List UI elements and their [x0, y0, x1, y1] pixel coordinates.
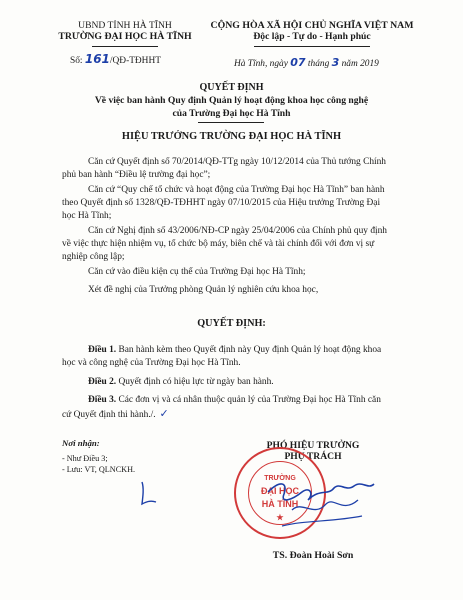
article-3: [62, 394, 426, 422]
decision-title: QUYẾT ĐỊNH: [199, 82, 264, 93]
preamble-1-line2: phủ ban hành “Điều lệ trường đại học”;: [62, 170, 211, 181]
stamp-line2: ĐẠI HỌC: [261, 486, 299, 496]
nation-block: [196, 20, 428, 42]
preamble-1-line1: Căn cứ Quyết định số 70/2014/QĐ-TTg ngày 10/12/2014 của Thủ tướng Chính: [88, 157, 386, 167]
decision-heading: QUYẾT ĐỊNH:: [197, 318, 266, 329]
article-1-label: Điều 1.: [88, 345, 117, 355]
date-day: 07: [290, 56, 306, 69]
preamble-2-line2: theo Quyết định số 1328/QĐ-TĐHHT ngày 07/10/2015 của Hiệu trưởng Trường Đại: [62, 198, 381, 209]
number-value: 161: [84, 52, 110, 66]
article-2-text: Quyết định có hiệu lực từ ngày ban hành.: [118, 377, 274, 387]
motto-underline: [254, 46, 370, 47]
preamble-5-text: Xét đề nghị của Trưởng phòng Quản lý nghiên cứu khoa học,: [88, 285, 319, 295]
recipient-item: - Lưu: VT, QLNCKH.: [62, 465, 136, 474]
recipients-block: [62, 438, 182, 474]
preamble-3-line3: nghiệp công lập;: [62, 252, 125, 263]
org-block: [50, 20, 200, 42]
authority-title: HIỆU TRƯỞNG TRƯỜNG ĐẠI HỌC HÀ TĨNH: [121, 131, 342, 142]
article-3-label: Điều 3.: [88, 395, 117, 405]
preamble-1: [62, 156, 426, 182]
org-line1: UBND TỈNH HÀ TĨNH: [78, 20, 172, 31]
number-suffix: /QĐ-TĐHHT: [109, 56, 161, 66]
preamble-3-line2: về việc thực hiện nhiệm vụ, tổ chức bộ máy, biên chế và tài chính đối với đơn vị sự: [62, 239, 375, 250]
preamble-4: [62, 266, 426, 279]
subject-line1: Về việc ban hành Quy định Quản lý hoạt động khoa học công nghệ: [94, 95, 369, 106]
article-3-line1: Các đơn vị và cá nhân thuộc quản lý của Trường Đại học Hà Tĩnh căn: [118, 395, 381, 405]
recipient-initial-icon: [138, 480, 160, 510]
org-line2: TRƯỜNG ĐẠI HỌC HÀ TĨNH: [58, 31, 192, 42]
preamble-3: [62, 225, 426, 265]
date-month: 3: [331, 56, 340, 69]
signer-title-line2: PHỤ TRÁCH: [284, 451, 342, 462]
date-suffix: năm 2019: [341, 59, 379, 69]
preamble-2-line3: học Hà Tĩnh;: [62, 211, 112, 222]
recipient-item: - Như Điều 3;: [62, 454, 108, 463]
initial-mark: ✓: [155, 407, 169, 421]
stamp-line1: TRƯỜNG: [264, 475, 296, 482]
article-2-label: Điều 2.: [88, 377, 117, 387]
article-1-line2: học và công nghệ của Trường Đại học Hà Tĩnh.: [62, 358, 241, 369]
number-prefix: Số:: [70, 56, 83, 66]
preamble-2-line1: Căn cứ “Quy chế tổ chức và hoạt động của Trường Đại học Hà Tĩnh” ban hành: [88, 185, 385, 195]
issue-date: [234, 56, 379, 69]
org-underline: [92, 46, 158, 47]
nation-title: CỘNG HÒA XÃ HỘI CHỦ NGHĨA VIỆT NAM: [210, 20, 414, 31]
date-prefix: Hà Tĩnh, ngày: [234, 59, 288, 69]
recipients-label: Nơi nhận:: [62, 438, 100, 448]
signer-title-line1: PHÓ HIỆU TRƯỞNG: [266, 440, 360, 451]
motto: Độc lập - Tự do - Hạnh phúc: [253, 31, 371, 42]
article-1-line1: Ban hành kèm theo Quyết định này Quy định Quản lý hoạt động khoa: [118, 345, 382, 355]
article-1: [62, 344, 426, 370]
preamble-4-text: Căn cứ vào điều kiện cụ thể của Trường Đại học Hà Tĩnh;: [88, 267, 306, 277]
preamble-5: [62, 284, 426, 297]
stamp-star-icon: ★: [276, 513, 284, 522]
article-3-line2: cứ Quyết định thi hành./.: [62, 410, 156, 421]
preamble-2: [62, 184, 426, 224]
subject-underline: [198, 122, 264, 123]
handwritten-signature-icon: [262, 470, 382, 540]
stamp-line3: HÀ TĨNH: [261, 499, 299, 509]
signer-name: TS. Đoàn Hoài Sơn: [272, 550, 354, 561]
date-mid: tháng: [307, 59, 330, 69]
preamble-3-line1: Căn cứ Nghị định số 43/2006/NĐ-CP ngày 25/04/2006 của Chính phủ quy định: [88, 226, 387, 236]
document-number: [70, 52, 161, 66]
subject-line2: của Trường Đại học Hà Tĩnh: [172, 108, 291, 119]
article-2: [62, 376, 426, 389]
